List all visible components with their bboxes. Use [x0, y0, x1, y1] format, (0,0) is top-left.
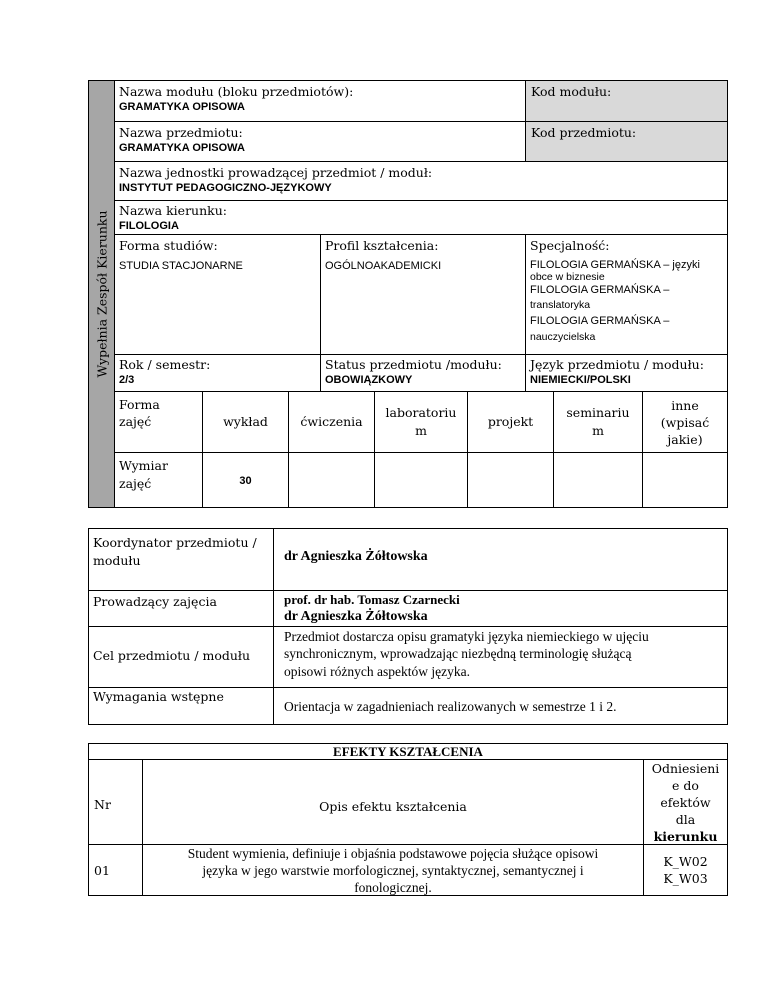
effects-desc-header — [142, 759, 644, 845]
subject-name-cell — [114, 121, 526, 162]
effects-ref-line: dla — [675, 811, 696, 827]
hours-seminarium — [553, 452, 643, 508]
effects-row-desc-line: fonologicznej. — [354, 879, 432, 895]
hours-label-line: zajęć — [119, 476, 152, 491]
forms-inne-line: (wpisać — [660, 414, 710, 430]
forms-projekt — [467, 391, 554, 453]
module-name-label: Nazwa modułu (bloku przedmiotów): — [119, 84, 354, 99]
effects-title: EFEKTY KSZTAŁCENIA — [333, 744, 483, 759]
profile-cell — [320, 234, 526, 355]
side-label: Wypełnia Zespół Kierunku — [94, 210, 109, 378]
forms-inne — [642, 391, 728, 453]
effects-ref-header — [643, 759, 728, 845]
forms-sem-line: seminariu — [566, 405, 630, 420]
forms-label-line: Forma — [119, 397, 160, 412]
forms-projekt-text: projekt — [487, 414, 534, 429]
forms-sem-line: m — [592, 423, 604, 438]
effects-ref-line: Odniesieni — [651, 760, 720, 776]
effects-nr-label: Nr — [94, 797, 111, 812]
hours-wyklad-value: 30 — [239, 475, 252, 487]
effects-row-nr-cell — [88, 844, 143, 896]
teachers-label-cell — [88, 590, 274, 627]
coordinator-value-cell — [273, 528, 728, 591]
side-label-panel — [88, 80, 115, 508]
coordinator-label-line: Koordynator przedmiotu / — [93, 535, 257, 550]
forms-lab-line: m — [415, 423, 427, 438]
subject-code-cell — [525, 121, 728, 162]
module-name-cell — [114, 80, 526, 122]
specialty-line: translatoryka — [530, 299, 591, 311]
effects-row-desc-line: Student wymienia, definiuje i objaśnia podstawowe pojęcia służące opisowi — [187, 845, 599, 861]
goal-value-cell — [273, 626, 728, 688]
coordinator-label-cell — [88, 528, 274, 591]
effects-row-ref-cell — [643, 844, 728, 896]
forms-cwiczenia-text: ćwiczenia — [300, 414, 363, 429]
year-cell — [114, 354, 321, 392]
status-value: OBOWIĄZKOWY — [325, 374, 413, 386]
language-value: NIEMIECKI/POLSKI — [530, 374, 631, 386]
hours-cwiczenia — [288, 452, 375, 508]
module-code-cell — [525, 80, 728, 122]
hours-inne — [642, 452, 728, 508]
field-cell — [114, 200, 728, 235]
teacher-2: dr Agnieszka Żółtowska — [284, 609, 428, 624]
forms-seminarium — [553, 391, 643, 453]
forms-inne-line: jakie) — [667, 431, 703, 447]
year-value: 2/3 — [119, 374, 135, 386]
hours-projekt — [467, 452, 554, 508]
unit-value: INSTYTUT PEDAGOGICZNO-JĘZYKOWY — [119, 182, 332, 194]
specialty-label: Specjalność: — [530, 238, 610, 253]
study-form-value: STUDIA STACJONARNE — [119, 260, 243, 272]
effects-title-cell — [88, 743, 728, 760]
study-form-cell — [114, 234, 321, 355]
subject-code-label: Kod przedmiotu: — [531, 125, 637, 140]
forms-wyklad-text: wykład — [223, 414, 268, 429]
hours-laboratorium — [374, 452, 468, 508]
specialty-line: nauczycielska — [530, 331, 596, 343]
status-label: Status przedmiotu /modułu: — [325, 357, 502, 372]
module-code-label: Kod modułu: — [531, 84, 612, 99]
specialty-line: FILOLOGIA GERMAŃSKA – — [530, 315, 670, 327]
effects-row-desc-line: języka w jego warstwie morfologicznej, syntaktycznej, semantycznej i — [202, 862, 584, 878]
effects-row-ref: K_W03 — [663, 871, 708, 886]
effects-ref-bold: kierunku — [653, 828, 718, 844]
forms-label-line: zajęć — [119, 414, 152, 429]
coordinator-value: dr Agnieszka Żółtowska — [284, 549, 428, 564]
subject-name-label: Nazwa przedmiotu: — [119, 125, 243, 140]
hours-label-cell — [114, 452, 203, 508]
hours-wyklad — [202, 452, 289, 508]
teachers-label: Prowadzący zajęcia — [93, 594, 217, 609]
goal-line: synchronicznym, wprowadzając niezbędną terminologię służącą — [284, 646, 632, 661]
requirements-value-cell — [273, 687, 728, 725]
field-value: FILOLOGIA — [119, 220, 179, 232]
requirements-value: Orientacja w zagadnieniach realizowanych w semestrze 1 i 2. — [284, 699, 617, 714]
goal-label-cell — [88, 626, 274, 688]
goal-label: Cel przedmiotu / modułu — [93, 648, 251, 663]
forms-wyklad — [202, 391, 289, 453]
goal-line: opisowi różnych aspektów języka. — [284, 664, 470, 679]
study-form-label: Forma studiów: — [119, 238, 218, 253]
effects-ref-line: e do — [672, 777, 699, 793]
hours-label-line: Wymiar — [119, 458, 168, 473]
effects-row-nr: 01 — [94, 863, 110, 878]
forms-inne-line: inne — [671, 397, 699, 413]
requirements-label: Wymagania wstępne — [93, 689, 224, 704]
profile-value: OGÓLNOAKADEMICKI — [325, 260, 442, 272]
effects-row-ref: K_W02 — [663, 854, 708, 869]
forms-lab-line: laboratoriu — [385, 405, 457, 420]
field-label: Nazwa kierunku: — [119, 203, 227, 218]
status-cell — [320, 354, 526, 392]
goal-line: Przedmiot dostarcza opisu gramatyki języka niemieckiego w ujęciu — [284, 629, 649, 644]
specialty-line: obce w biznesie — [530, 271, 605, 283]
year-label: Rok / semestr: — [119, 357, 211, 372]
profile-label: Profil kształcenia: — [325, 238, 439, 253]
specialty-line: FILOLOGIA GERMAŃSKA – — [530, 284, 670, 296]
language-label: Język przedmiotu / modułu: — [530, 357, 704, 372]
language-cell — [525, 354, 728, 392]
requirements-label-cell — [88, 687, 274, 725]
unit-label: Nazwa jednostki prowadzącej przedmiot / moduł: — [119, 165, 433, 180]
effects-row-desc-cell — [142, 844, 644, 896]
subject-name-value: GRAMATYKA OPISOWA — [119, 142, 245, 154]
specialty-cell — [525, 234, 728, 355]
forms-label-cell — [114, 391, 203, 453]
module-name-value: GRAMATYKA OPISOWA — [119, 101, 245, 113]
coordinator-label-line: modułu — [93, 553, 141, 568]
effects-nr-header — [88, 759, 143, 845]
forms-cwiczenia — [288, 391, 375, 453]
teacher-1: prof. dr hab. Tomasz Czarnecki — [284, 592, 460, 607]
teachers-value-cell — [273, 590, 728, 627]
specialty-line: FILOLOGIA GERMAŃSKA – języki — [530, 259, 700, 271]
effects-ref-line: efektów — [660, 794, 711, 810]
effects-desc-label: Opis efektu kształcenia — [319, 799, 467, 814]
forms-laboratorium — [374, 391, 468, 453]
unit-cell — [114, 161, 728, 201]
